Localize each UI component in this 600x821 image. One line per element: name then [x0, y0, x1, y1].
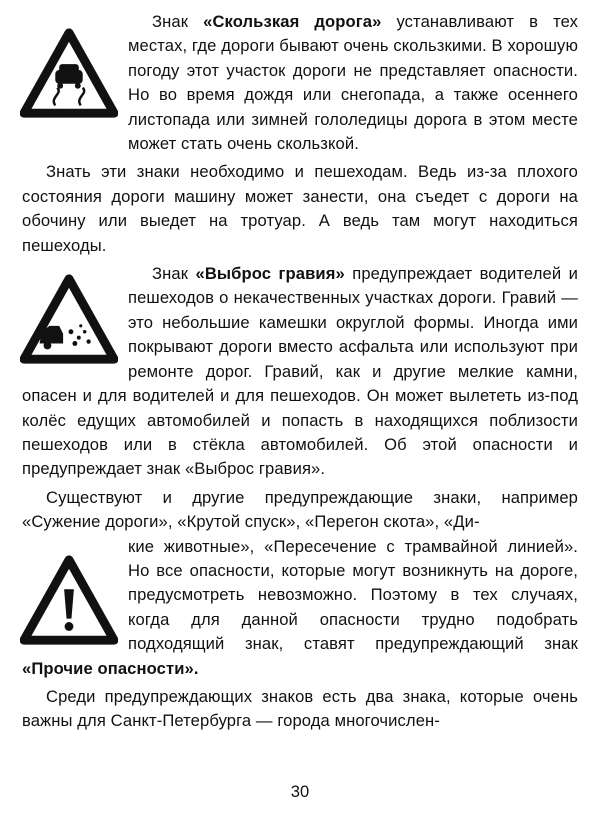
page-content [22, 10, 578, 738]
paragraph-slippery-road [22, 10, 578, 156]
paragraph-gravel [22, 262, 578, 482]
paragraph-other-signs-intro: Существуют и другие предупреждающие знаки, например «Сужение дороги», «Крутой спуск», «Перегон скота», «Ди- [22, 487, 578, 532]
slippery-road-sign-icon [20, 28, 118, 148]
slippery-pre: Знак [152, 12, 204, 31]
other-dangers-pre: кие животные», «Пересечение с трамвайной линией». Но все опасности, которые могут возникнуть на дороге, предусмотреть невозможно. Поэтому в тех случаях, когда для данной опасности трудно подобрать подходящий знак, ставят предупреждающий знак [128, 536, 578, 654]
paragraph-saint-petersburg: Среди предупреждающих знаков есть два знака, которые очень важны для Санкт-Петербурга — города многочислен- [22, 686, 578, 731]
loose-gravel-sign-icon [20, 274, 118, 374]
gravel-sign-name: «Выброс гравия» [195, 264, 345, 284]
slippery-post: устанавливают в тех местах, где дороги бывают очень скользкими. В хорошую погоду этот участок дороги не представляет опасности. Но во время дождя или снегопада, а также осеннего листопада или зимней гололедицы дорога в этом месте может стать очень скользкой. [128, 12, 578, 154]
gravel-post: предупреждает водителей и пешеходов о некачественных участках дороги. Гравий — это небольшие камешки округлой формы. Иногда ими покрывают дороги вместо асфальта или используют при ремонте дорог. Гравий, как и другие мелкие камни, опасен и для водителей и для пешеходов. Он может вылететь из-под колёс едущих автомобилей и попасть в находящихся поблизости пешеходов или в стёкла автомобилей. Об этой опасности и предупреждает знак «Выброс гравия». [22, 264, 578, 479]
paragraph-pedestrians: Знать эти знаки необходимо и пешеходам. Ведь из-за плохого состояния дороги машину может занести, она съедет с дороги на обочину или выедет на тротуар. А ведь там могут находиться пешеходы. [22, 162, 578, 255]
page-number: 30 [290, 782, 310, 801]
slippery-sign-name: «Скользкая дорога» [203, 12, 382, 31]
other-dangers-sign-name: «Прочие опасности». [22, 658, 199, 678]
gravel-pre: Знак [152, 264, 196, 284]
other-dangers-sign-icon [20, 555, 118, 651]
paragraph-other-dangers [22, 535, 578, 681]
